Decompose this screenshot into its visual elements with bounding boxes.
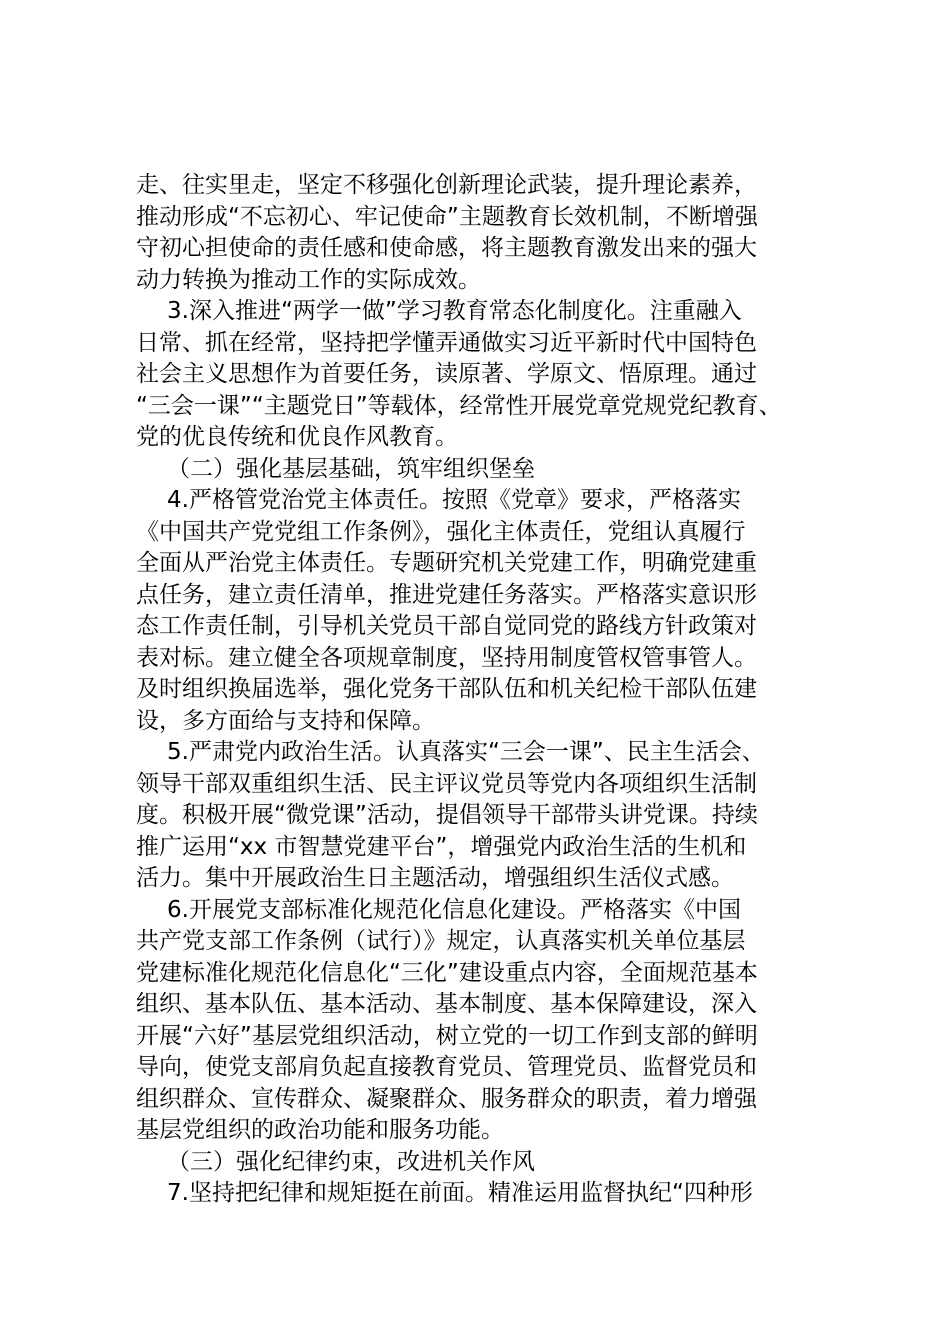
- document-body: [136, 170, 836, 1210]
- text-line: 守初心担使命的责任感和使命感，将主题教育激发出来的强大: [136, 235, 757, 261]
- text-line: 走、往实里走，坚定不移强化创新理论武装，提升理论素养，: [136, 172, 757, 198]
- text-line: 党建标准化规范化信息化“三化”建设重点内容，全面规范基本: [136, 959, 758, 986]
- text-line: 及时组织换届选举，强化党务干部队伍和机关纪检干部队伍建: [136, 676, 757, 702]
- text-line: 点任务，建立责任清单，推进党建任务落实。严格落实意识形: [136, 581, 757, 608]
- text-line: 日常、抓在经常，坚持把学懂弄通做实习近平新时代中国特色: [136, 329, 757, 356]
- text-line: 组织群众、宣传群众、凝聚群众、服务群众的职责，着力增强: [136, 1085, 757, 1112]
- paragraph-start-7: 7.坚持把纪律和规矩挺在前面。精准运用监督执纪“四种形: [167, 1180, 753, 1206]
- section-heading-3: （三）强化纪律约束，改进机关作风: [167, 1148, 535, 1175]
- text-line: 领导干部双重组织生活、民主评议党员等党内各项组织生活制: [136, 770, 757, 797]
- paragraph-start-4: 4.严格管党治党主体责任。按照《党章》要求，严格落实: [167, 487, 741, 513]
- text-line: 开展“六好”基层党组织活动，树立党的一切工作到支部的鲜明: [136, 1022, 758, 1049]
- text-line: 组织、基本队伍、基本活动、基本制度、基本保障建设，深入: [136, 991, 757, 1017]
- text-line: 党的优良传统和优良作风教育。: [136, 424, 458, 450]
- paragraph-start-5: 5.严肃党内政治生活。认真落实“三会一课”、民主生活会、: [167, 739, 765, 765]
- section-heading-2: （二）强化基层基础，筑牢组织堡垒: [167, 455, 535, 482]
- text-line: 导向，使党支部肩负起直接教育党员、管理党员、监督党员和: [136, 1054, 757, 1080]
- text-line: 态工作责任制，引导机关党员干部自觉同党的路线方针政策对: [136, 613, 757, 639]
- text-line: 基层党组织的政治功能和服务功能。: [136, 1117, 504, 1143]
- paragraph-start-3: 3.深入推进“两学一做”学习教育常态化制度化。注重融入: [167, 298, 742, 324]
- text-line: 共产党支部工作条例（试行）》规定，认真落实机关单位基层: [136, 928, 746, 954]
- text-line: 社会主义思想作为首要任务，读原著、学原文、悟原理。通过: [136, 361, 757, 387]
- paragraph-start-6: 6.开展党支部标准化规范化信息化建设。严格落实《中国: [167, 896, 741, 923]
- text-line: 设，多方面给与支持和保障。: [136, 707, 435, 734]
- text-line: 动力转换为推动工作的实际成效。: [136, 266, 481, 293]
- text-line: 推广运用“xx 市智慧党建平台”，增强党内政治生活的生机和: [136, 833, 747, 860]
- text-line: “三会一课”“主题党日”等载体，经常性开展党章党规党纪教育、: [136, 392, 782, 419]
- text-line: 《中国共产党党组工作条例》，强化主体责任，党组认真履行: [136, 518, 746, 545]
- text-line: 推动形成“不忘初心、牢记使命”主题教育长效机制，不断增强: [136, 203, 758, 230]
- text-line: 全面从严治党主体责任。专题研究机关党建工作，明确党建重: [136, 550, 757, 576]
- text-line: 表对标。建立健全各项规章制度，坚持用制度管权管事管人。: [136, 644, 757, 671]
- text-line: 度。积极开展“微党课”活动，提倡领导干部带头讲党课。持续: [136, 802, 758, 828]
- text-line: 活力。集中开展政治生日主题活动，增强组织生活仪式感。: [136, 865, 734, 891]
